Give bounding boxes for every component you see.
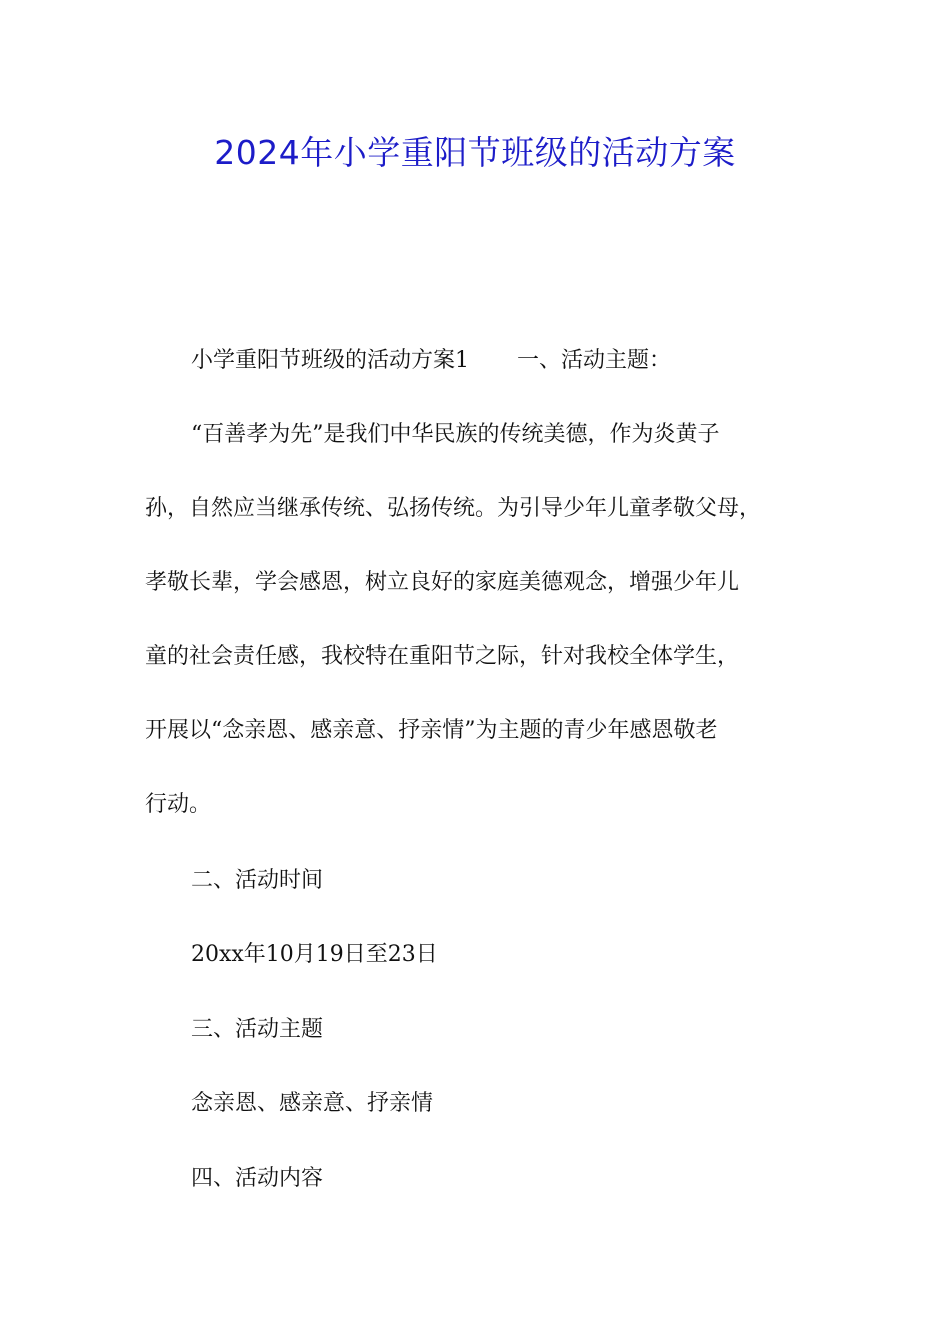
paragraph-line: 孙，自然应当继承传统、弘扬传统。为引导少年儿童孝敬父母， [145, 496, 762, 521]
section1-heading: 一、活动主题： [517, 348, 672, 373]
paragraph-line: “百善孝为先”是我们中华民族的传统美德，作为炎黄子 [191, 422, 720, 447]
section3-text: 念亲恩、感亲意、抒亲情 [191, 1091, 434, 1116]
paragraph-line: 童的社会责任感，我校特在重阳节之际，针对我校全体学生， [145, 644, 740, 669]
intro-line [191, 337, 671, 385]
section3-heading: 三、活动主题 [191, 1017, 324, 1042]
paragraph-line: 孝敬长辈，学会感恩，树立良好的家庭美德观念，增强少年儿 [145, 570, 740, 595]
section4-heading: 四、活动内容 [191, 1166, 324, 1191]
section2-heading: 二、活动时间 [191, 868, 324, 893]
paragraph-line: 开展以“念亲恩、感亲意、抒亲情”为主题的青少年感恩敬老 [145, 718, 718, 743]
paragraph-line: 行动。 [145, 792, 212, 817]
section2-text: 20xx年10月19日至23日 [191, 942, 438, 967]
intro-heading: 小学重阳节班级的活动方案1 [191, 348, 469, 373]
document-title: 2024年小学重阳节班级的活动方案 [214, 133, 736, 172]
